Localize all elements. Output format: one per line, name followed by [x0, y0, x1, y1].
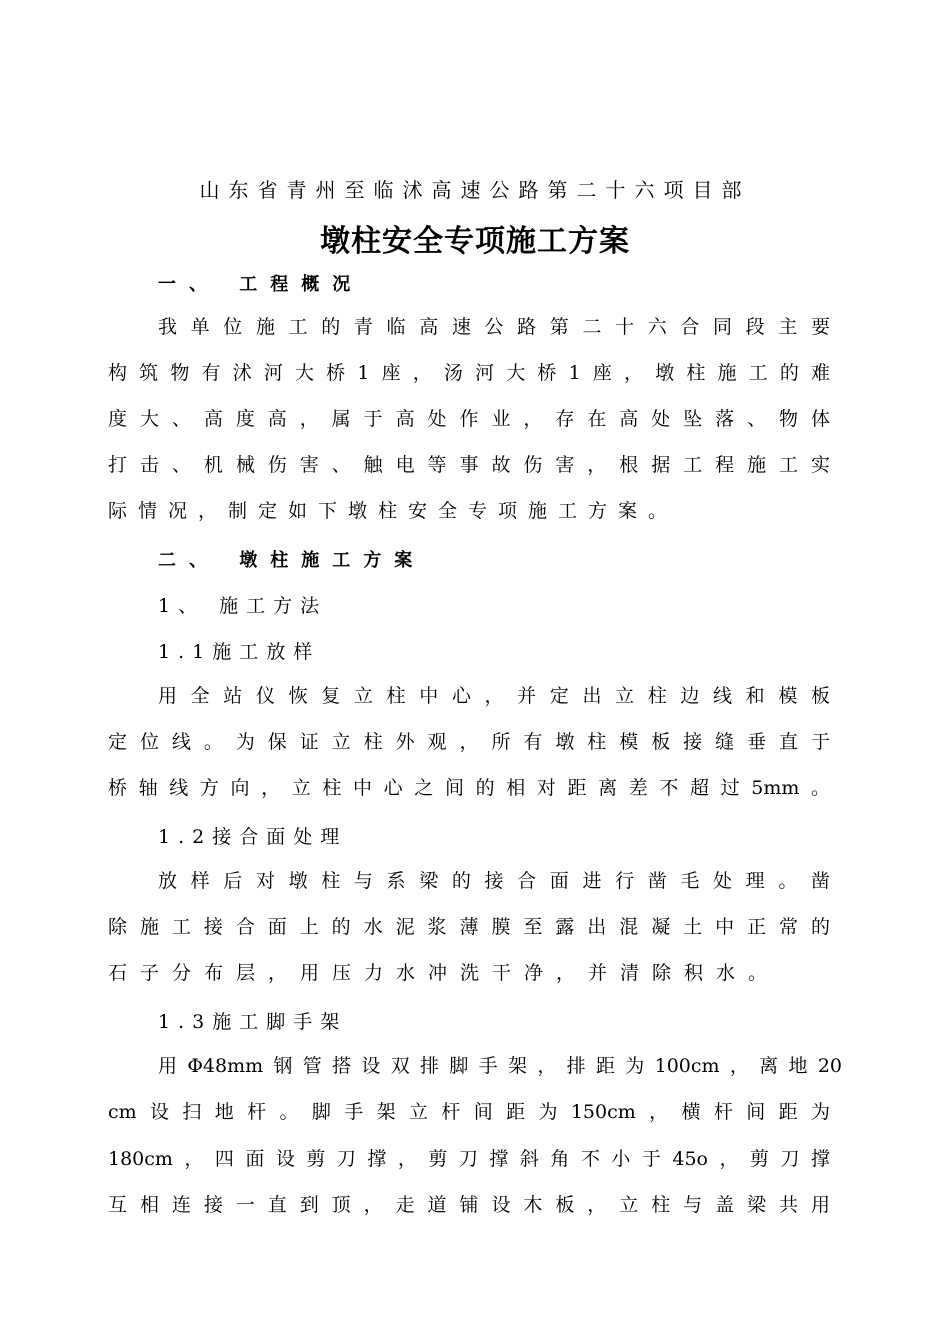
paragraph-line: 石子分布层，用压力水冲洗干净，并清除积水。: [108, 962, 781, 984]
subheading-scaffold: 1.3施工脚手架: [158, 1011, 348, 1033]
section-heading-plan: 二、 墩柱施工方案: [158, 550, 426, 571]
paragraph-line: 用Φ48mm钢管搭设双排脚手架，排距为100cm，离地20: [158, 1055, 842, 1077]
project-header: 山东省青州至临沭高速公路第二十六项目部: [199, 178, 751, 202]
subheading-method: 1、 施工方法: [158, 595, 328, 617]
subheading-joint: 1.2接合面处理: [158, 826, 348, 848]
paragraph-line: 桥轴线方向，立柱中心之间的相对距离差不超过5mm。: [108, 777, 830, 799]
paragraph-line: 打击、机械伤害、触电等事故伤害，根据工程施工实: [108, 454, 830, 476]
paragraph-line: 180cm，四面设剪刀撑，剪刀撑斜角不小于45o，剪刀撑: [108, 1148, 830, 1170]
paragraph-line: 放样后对墩柱与系梁的接合面进行凿毛处理。凿: [158, 870, 830, 892]
paragraph-line: 度大、高度高，属于高处作业，存在高处坠落、物体: [108, 408, 830, 430]
document-title: 墩柱安全专项施工方案: [320, 224, 630, 259]
paragraph-line: 除施工接合面上的水泥浆薄膜至露出混凝土中正常的: [108, 916, 830, 938]
paragraph-line: 定位线。为保证立柱外观，所有墩柱模板接缝垂直于: [108, 731, 830, 753]
paragraph-line: 际情况，制定如下墩柱安全专项施工方案。: [108, 500, 679, 522]
subheading-layout: 1.1施工放样: [158, 641, 321, 663]
paragraph-line: 用全站仪恢复立柱中心，并定出立柱边线和模板: [158, 685, 830, 707]
paragraph-line: 构筑物有沭河大桥1座，汤河大桥1座，墩柱施工的难: [108, 362, 830, 384]
paragraph-line: cm设扫地杆。脚手架立杆间距为150cm，横杆间距为: [108, 1101, 830, 1123]
section-heading-overview: 一、 工程概况: [158, 274, 364, 295]
paragraph-line: 互相连接一直到顶，走道铺设木板，立柱与盖梁共用: [108, 1194, 830, 1216]
paragraph-line: 我单位施工的青临高速公路第二十六合同段主要: [158, 316, 830, 338]
